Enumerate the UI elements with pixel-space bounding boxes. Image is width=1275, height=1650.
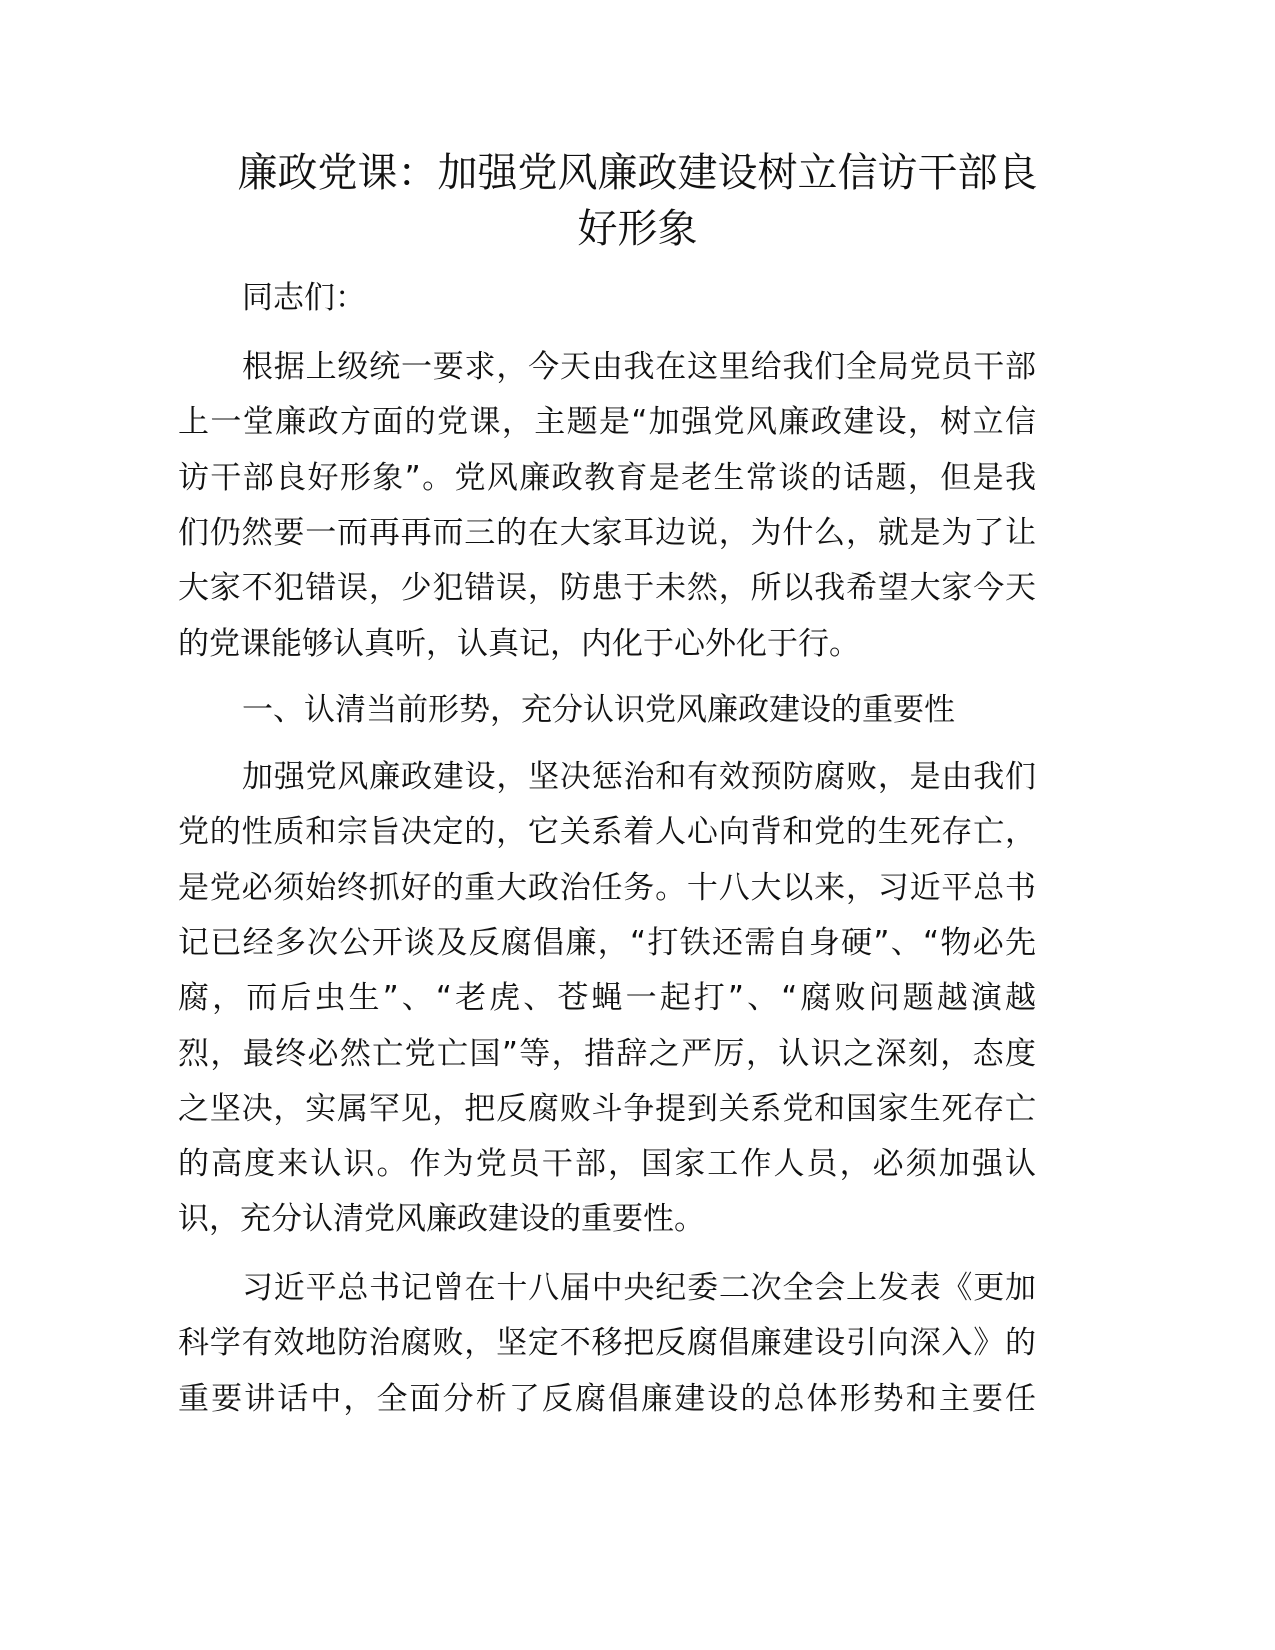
paragraph-line: 腐，而后虫生”、“老虎、苍蝇一起打”、“腐败问题越演越: [178, 980, 1036, 1017]
salutation: 同志们：: [242, 280, 366, 316]
document-title: [170, 145, 1105, 257]
paragraph-line: 习近平总书记曾在十八届中央纪委二次全会上发表《更加: [242, 1270, 1036, 1306]
paragraph-line: 加强党风廉政建设，坚决惩治和有效预防腐败，是由我们: [242, 759, 1036, 795]
section-heading: 一、认清当前形势，充分认识党风廉政建设的重要性: [242, 692, 955, 728]
paragraph-line: 的高度来认识。作为党员干部，国家工作人员，必须加强认: [178, 1146, 1036, 1183]
paragraph-line: 上一堂廉政方面的党课，主题是“加强党风廉政建设，树立信: [178, 404, 1036, 441]
paragraph-line: 之坚决，实属罕见，把反腐败斗争提到关系党和国家生死存亡: [178, 1090, 1036, 1127]
paragraph-line: 科学有效地防治腐败，坚定不移把反腐倡廉建设引向深入》的: [178, 1325, 1036, 1362]
paragraph-line: 大家不犯错误，少犯错误，防患于未然，所以我希望大家今天: [178, 570, 1036, 607]
paragraph-line: 识，充分认清党风廉政建设的重要性。: [178, 1201, 705, 1238]
paragraph-line: 们仍然要一而再再而三的在大家耳边说，为什么，就是为了让: [178, 514, 1036, 551]
paragraph-line: 访干部良好形象”。党风廉政教育是老生常谈的话题，但是我: [178, 459, 1036, 496]
title-line: 好形象: [577, 206, 698, 252]
paragraph-line: 是党必须始终抓好的重大政治任务。十八大以来，习近平总书: [178, 869, 1036, 906]
paragraph-line: 根据上级统一要求，今天由我在这里给我们全局党员干部: [242, 349, 1036, 385]
paragraph-line: 的党课能够认真听，认真记，内化于心外化于行。: [178, 625, 860, 662]
paragraph-line: 重要讲话中，全面分析了反腐倡廉建设的总体形势和主要任: [178, 1380, 1036, 1417]
paragraph-line: 烈，最终必然亡党亡国”等，措辞之严厉，认识之深刻，态度: [178, 1035, 1036, 1072]
paragraph-line: 记已经多次公开谈及反腐倡廉，“打铁还需自身硬”、“物必先: [178, 924, 1036, 961]
paragraph-line: 党的性质和宗旨决定的，它关系着人心向背和党的生死存亡，: [178, 814, 1036, 851]
title-line: 廉政党课：加强党风廉政建设树立信访干部良: [237, 150, 1038, 196]
